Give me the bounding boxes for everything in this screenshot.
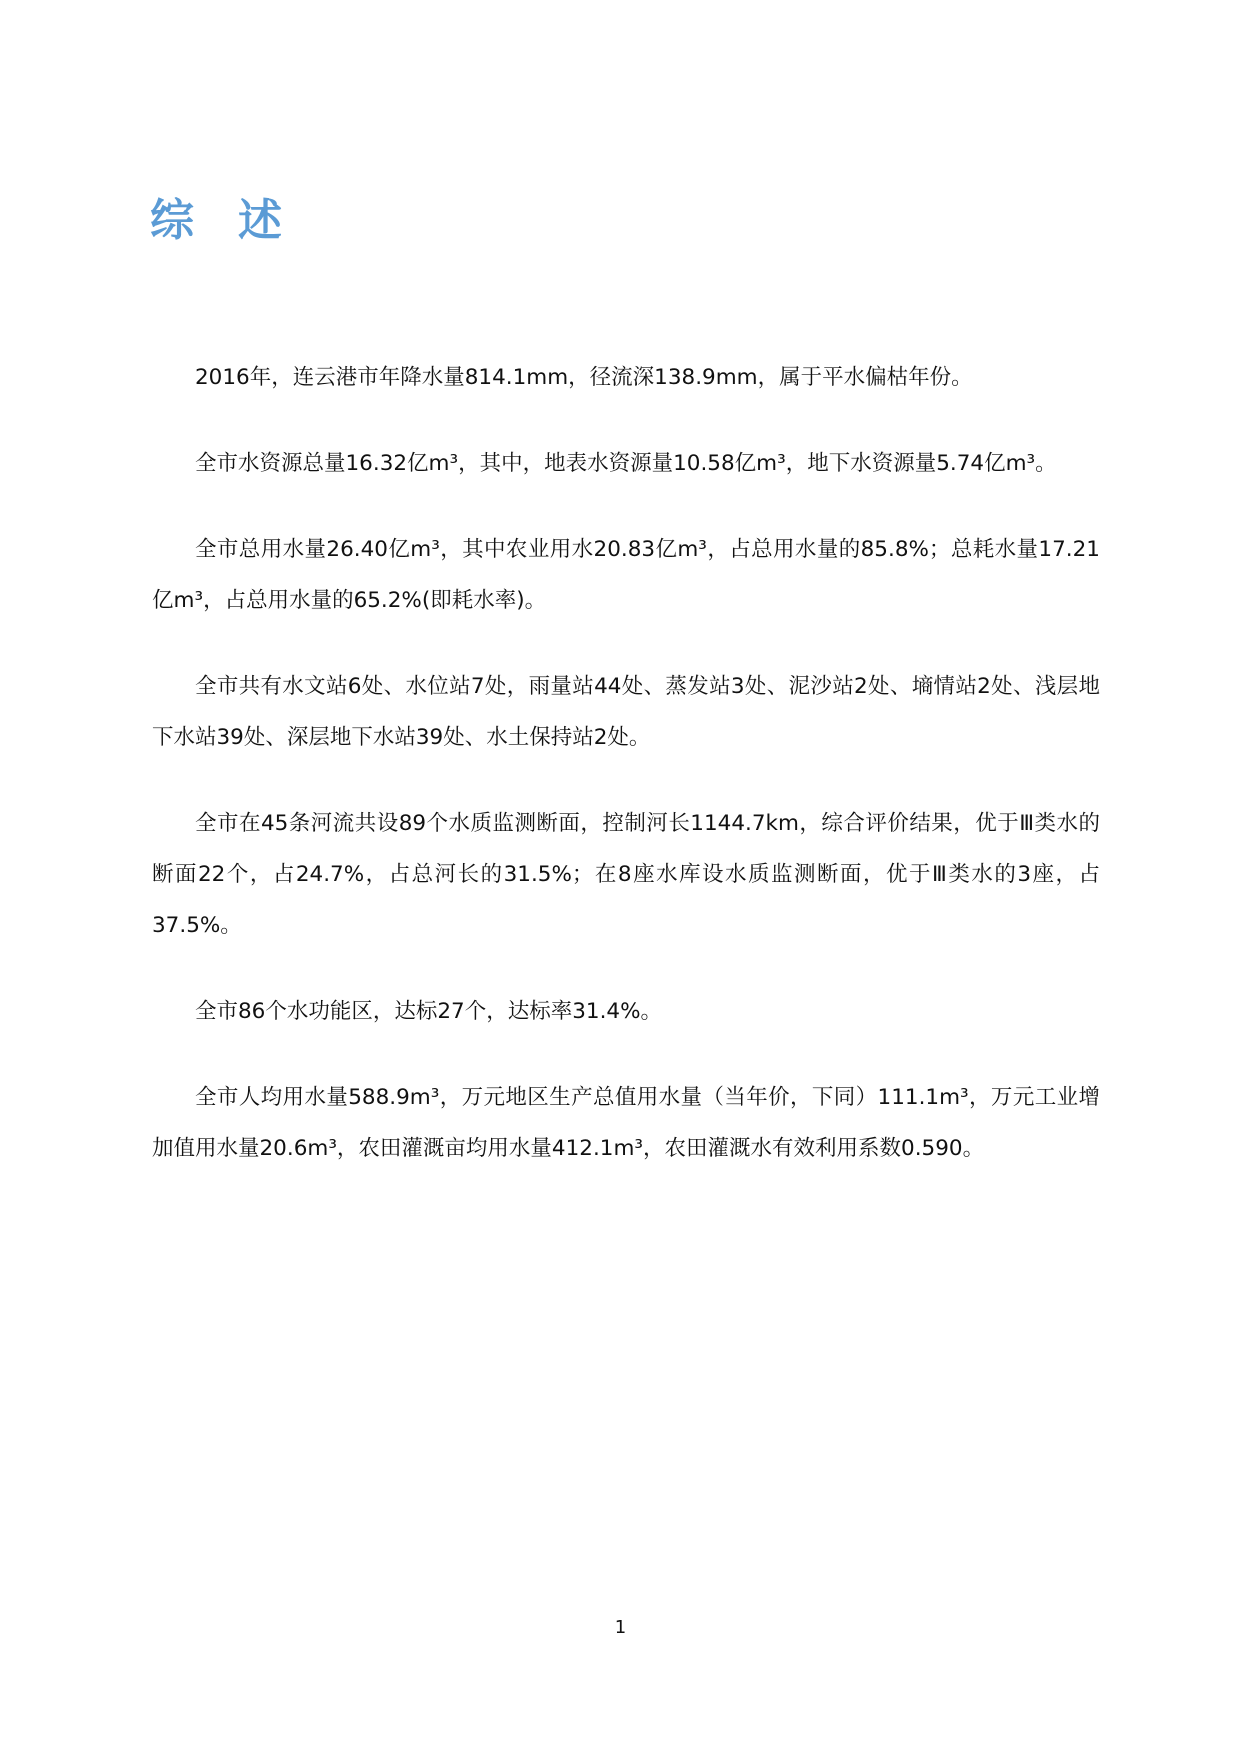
section-title: 综述 [150, 195, 326, 246]
paragraph-water-quality: 全市在45条河流共设89个水质监测断面，控制河长1144.7km，综合评价结果，优于Ⅲ类水的断面22个，占24.7%，占总河长的31.5%；在8座水库设水质监测断面，优于Ⅲ类水的3座，占37.5%。 [152, 811, 1100, 938]
paragraph-efficiency: 全市人均用水量588.9m³，万元地区生产总值用水量（当年价，下同）111.1m³，万元工业增加值用水量20.6m³，农田灌溉亩均用水量412.1m³，农田灌溉水有效利用系数0.590。 [152, 1085, 1100, 1161]
page-number: 1 [614, 1617, 627, 1638]
paragraph-water-resources: 全市水资源总量16.32亿m³，其中，地表水资源量10.58亿m³，地下水资源量5.74亿m³。 [195, 451, 1057, 476]
paragraph-precipitation: 2016年，连云港市年降水量814.1mm，径流深138.9mm，属于平水偏枯年份。 [195, 365, 973, 390]
paragraph-stations: 全市共有水文站6处、水位站7处，雨量站44处、蒸发站3处、泥沙站2处、墒情站2处、浅层地下水站39处、深层地下水站39处、水土保持站2处。 [152, 674, 1100, 750]
paragraph-water-use: 全市总用水量26.40亿m³，其中农业用水20.83亿m³，占总用水量的85.8%；总耗水量17.21亿m³，占总用水量的65.2%(即耗水率)。 [152, 537, 1100, 613]
paragraph-function-zones: 全市86个水功能区，达标27个，达标率31.4%。 [195, 999, 663, 1024]
document-body [152, 352, 1100, 1209]
